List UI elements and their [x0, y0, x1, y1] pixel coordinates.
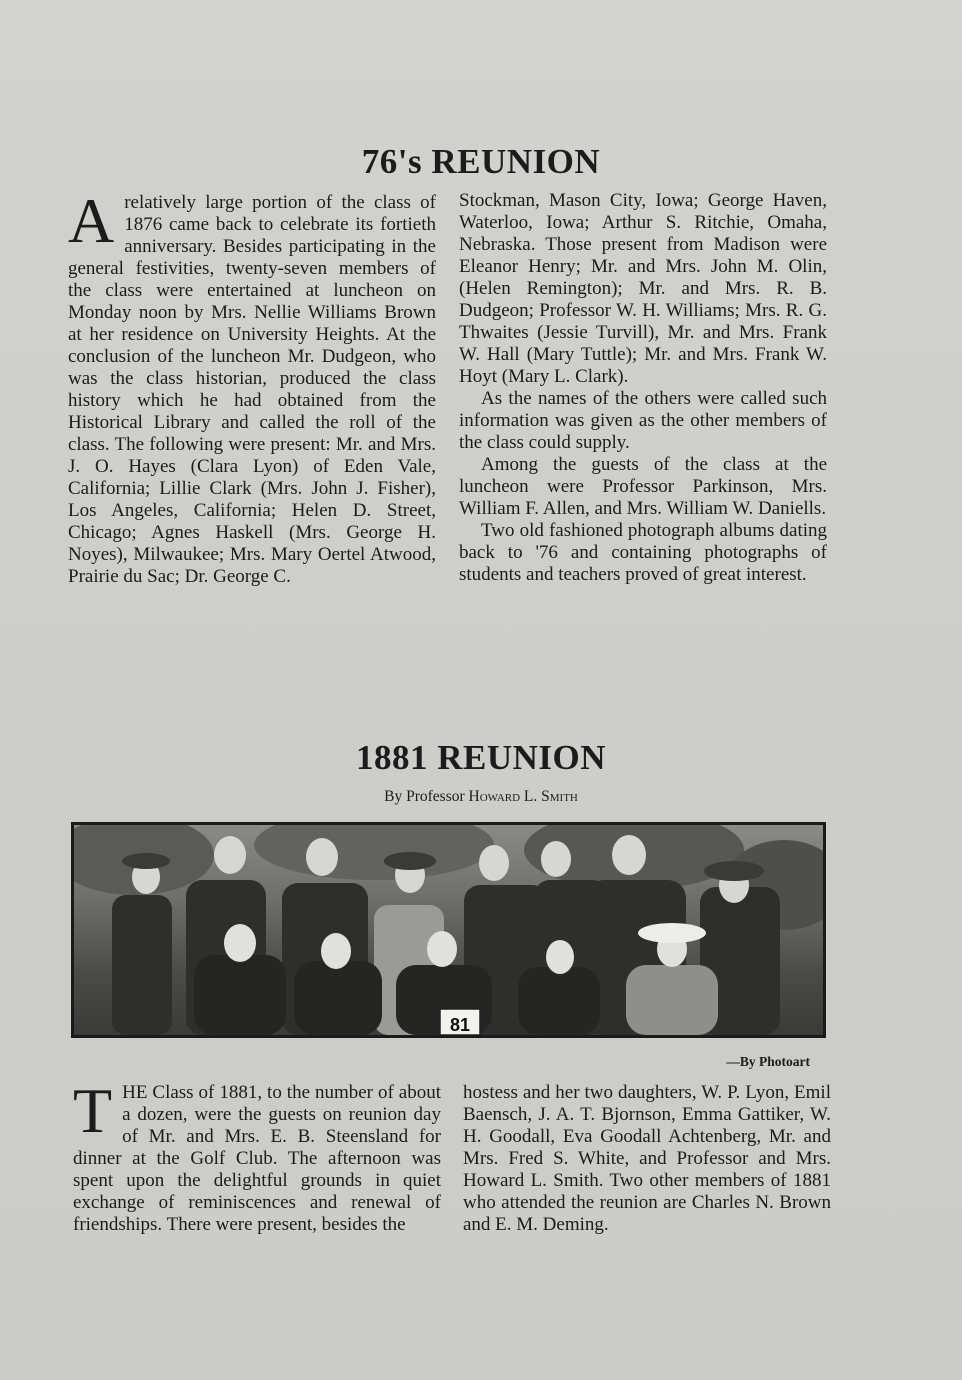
paragraph: HE Class of 1881, to the number of about a dozen, were the guests on reunion day of Mr. and Mrs. E. B. Steensland for dinner at the Golf Club. The afternoon was spent upon the delightful grounds in quiet exchange of reminiscences and renewal of friendships. There were present, besides the — [73, 1082, 441, 1235]
paragraph: hostess and her two daughters, W. P. Lyon, Emil Baensch, J. A. T. Bjornson, Emma Gattiker, W. H. Goodall, Eva Goodall Achtenberg, Mr. and Mrs. Fred S. White, and Professor and Mrs. Howard L. Smith. Two other members of 1881 who attended the reunion are Charles N. Brown and E. M. Deming. — [463, 1082, 831, 1235]
paragraph: relatively large portion of the class of 1876 came back to celebrate its fortieth anniversary. Besides participating in the general festivities, twenty-seven members of the class were entertained at luncheon on Monday noon by Mrs. Nellie Williams Brown at her residence on University Heights. At the conclusion of the luncheon Mr. Dudgeon, who was the class historian, produced the class history which he had obtained from the Historical Library and called the roll of the class. The following were present: Mr. and Mrs. J. O. Hayes (Clara Lyon) of Eden Vale, California; Lillie Clark (Mrs. John J. Fisher), Los Angeles, California; Helen D. Street, Chicago; Agnes Haskell (Mrs. George H. Noyes), Milwaukee; Mrs. Mary Oertel Atwood, Prairie du Sac; Dr. George C. — [68, 192, 436, 587]
group-photo-illustration — [74, 825, 823, 1035]
byline-prefix: By Professor — [384, 788, 465, 805]
drop-cap: T — [73, 1075, 113, 1146]
paragraph: Stockman, Mason City, Iowa; George Haven, Waterloo, Iowa; Arthur S. Ritchie, Omaha, Nebraska. Those present from Madison were Eleanor Henry; Mr. and Mrs. John M. Olin, (Helen Remington); Mr. and Mrs. R. B. Dudgeon; Professor W. H. Williams; Mrs. R. G. Thwaites (Jessie Turvill), Mr. and Mrs. Frank W. Hall (Mary Tuttle); Mr. and Mrs. Frank W. Hoyt (Mary L. Clark). — [459, 190, 827, 387]
paragraph: Two old fashioned photograph albums dating back to '76 and containing photographs of students and teachers proved of great interest. — [459, 520, 827, 585]
byline — [0, 788, 962, 806]
article-title-76: 76's REUNION — [361, 142, 601, 181]
photo-credit: —By Photoart — [726, 1054, 810, 1069]
byline-author: Howard L. Smith — [468, 788, 578, 805]
paragraph: Among the guests of the class at the luncheon were Professor Parkinson, Mrs. William F. Allen, and Mrs. William W. Daniells. — [459, 454, 827, 519]
drop-cap: A — [68, 185, 115, 256]
paragraph: As the names of the others were called such information was given as the other members of the class could supply. — [459, 388, 827, 453]
article-1881-column-2 — [463, 1082, 831, 1236]
photo-sign-text: 81 — [449, 1015, 471, 1035]
article-1881-column-1 — [73, 1075, 441, 1236]
article-76-column-1 — [68, 185, 436, 588]
article-title-1881: 1881 REUNION — [355, 738, 607, 777]
article-76-column-2 — [459, 190, 827, 586]
group-photo — [71, 822, 826, 1038]
